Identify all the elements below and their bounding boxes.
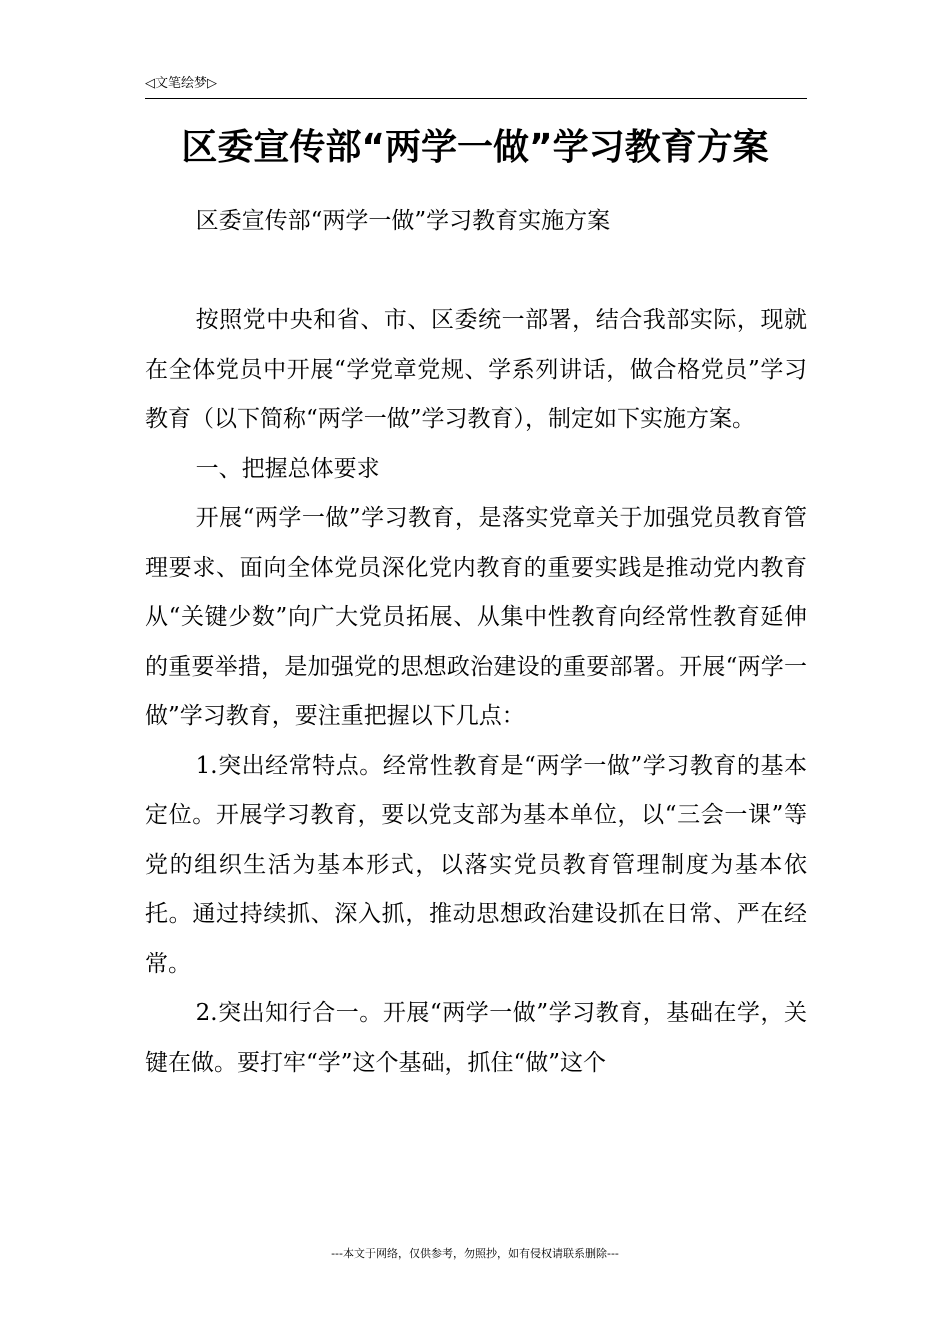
document-title: 区委宣传部“两学一做”学习教育方案 xyxy=(181,127,769,168)
page-header xyxy=(145,72,807,99)
paragraph-item-1: 1.突出经常特点。经常性教育是“两学一做”学习教育的基本定位。开展学习教育，要以党支部为基本单位，以“三会一课”等党的组织生活为基本形式，以落实党员教育管理制度为基本依托。通过持续抓、深入抓，推动思想政治建设抓在日常、严在经常。 xyxy=(145,752,807,977)
paragraph-requirements: 开展“两学一做”学习教育，是落实党章关于加强党员教育管理要求、面向全体党员深化党内教育的重要实践是推动党内教育从“关键少数”向广大党员拓展、从集中性教育向经常性教育延伸的重要举措，是加强党的思想政治建设的重要部署。开展“两学一做”学习教育，要注重把握以下几点： xyxy=(145,505,807,729)
paragraph-item-2: 2.突出知行合一。开展“两学一做”学习教育，基础在学，关键在做。要打牢“学”这个基础，抓住“做”这个 xyxy=(145,1000,807,1076)
page-footer: ---本文于网络，仅供参考，勿照抄，如有侵权请联系删除--- xyxy=(331,1247,619,1260)
paragraph-intro: 按照党中央和省、市、区委统一部署，结合我部实际，现就在全体党员中开展“学党章党规、学系列讲话，做合格党员”学习教育（以下简称“两学一做”学习教育），制定如下实施方案。 xyxy=(145,307,807,432)
document-subtitle: 区委宣传部“两学一做”学习教育实施方案 xyxy=(195,208,611,234)
document-body xyxy=(145,197,807,1088)
header-mark: ◁文笔绘梦▷ xyxy=(145,76,217,91)
section-heading: 一、把握总体要求 xyxy=(195,455,380,482)
